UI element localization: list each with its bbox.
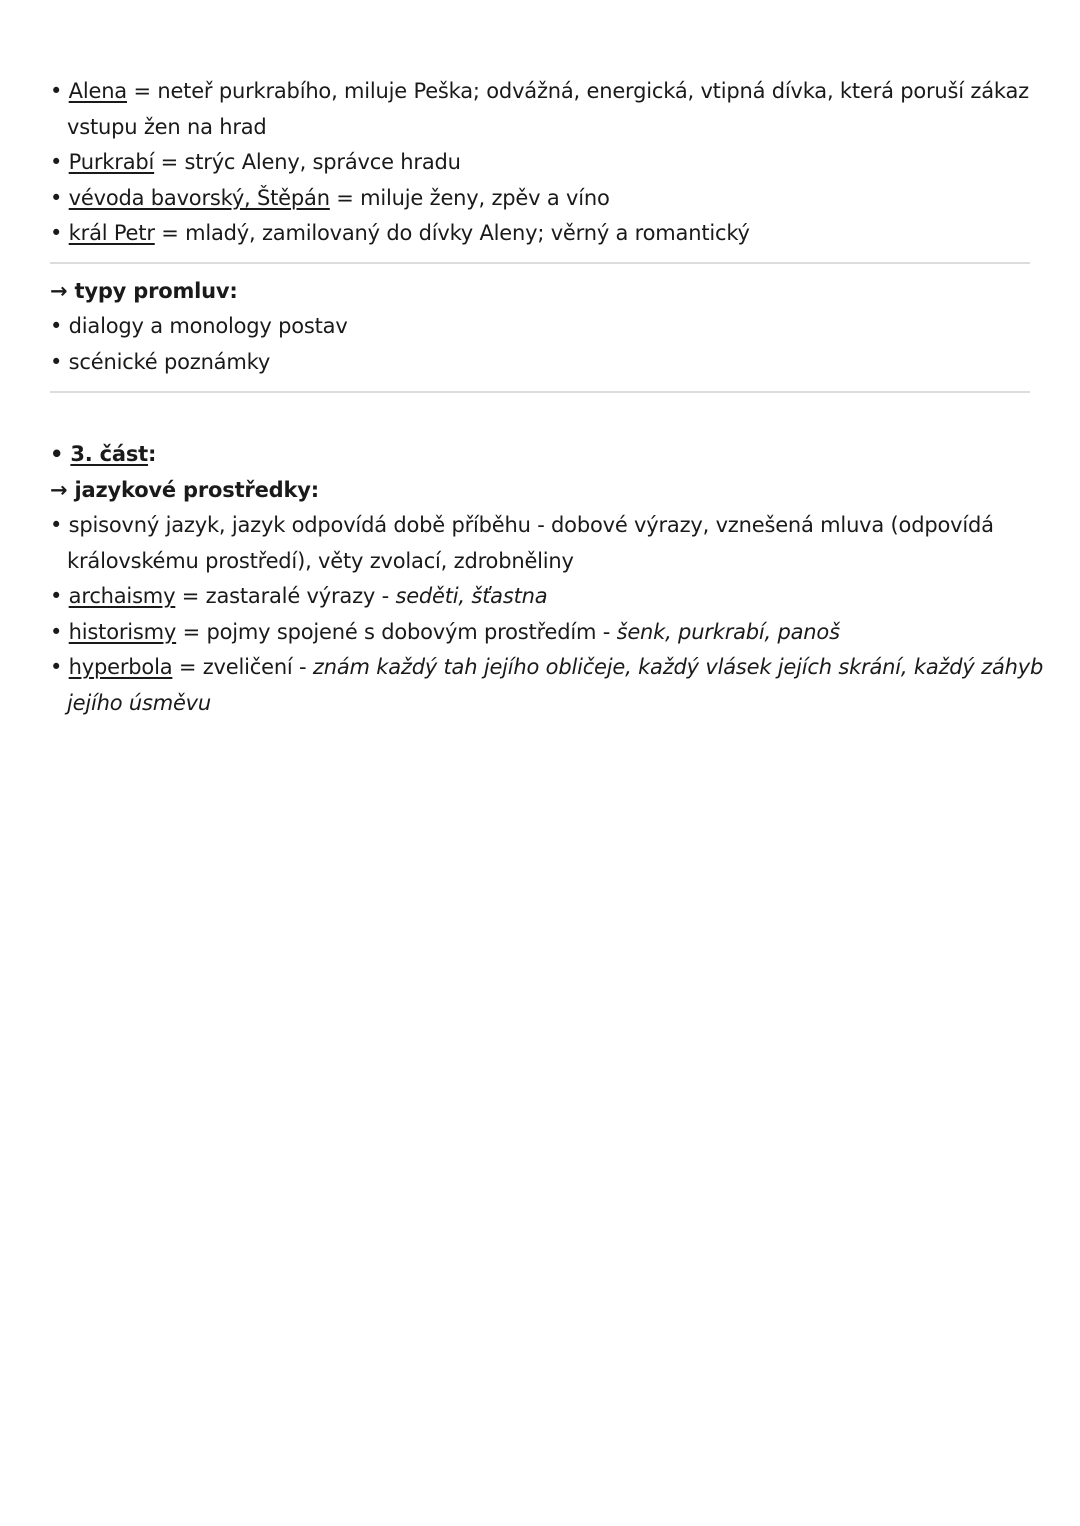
language-item-archaismy (50, 579, 1030, 615)
character-name: vévoda bavorský, Štěpán (68, 185, 330, 210)
definition: = zastaralé výrazy - (175, 584, 396, 608)
bullet: • (50, 619, 63, 644)
bullet: • (50, 584, 63, 608)
example: šenk, purkrabí, panoš (616, 619, 840, 644)
example: seděti, šťastna (395, 584, 548, 608)
language-item-hyperbola (50, 650, 1044, 686)
bullet: • (50, 79, 63, 103)
character-item-alena (50, 74, 1030, 110)
language-item-standard-continued: královskému prostředí), věty zvolací, zdrobněliny (67, 548, 574, 573)
language-devices-heading: → jazykové prostředky: (50, 477, 319, 502)
bullet: • (50, 442, 64, 466)
term: hyperbola (68, 655, 173, 679)
character-description: = strýc Aleny, správce hradu (154, 150, 461, 174)
bullet: • (50, 185, 63, 210)
term: archaismy (68, 584, 176, 608)
divider (50, 262, 1030, 264)
language-item-hyperbola-continued: jejího úsměvu (67, 690, 212, 715)
character-description: = miluje ženy, zpěv a víno (329, 185, 610, 210)
character-item-vevoda (50, 181, 1030, 217)
part-3-heading (50, 437, 1030, 473)
bullet: • (50, 655, 63, 679)
bullet: • (50, 221, 63, 245)
character-name: král Petr (68, 221, 155, 245)
definition: = pojmy spojené s dobovým prostředím - (176, 619, 617, 644)
speech-type-item: • scénické poznámky (50, 349, 271, 374)
speech-types-heading: → typy promluv: (50, 278, 238, 303)
character-item-purkrabi (50, 145, 1030, 181)
character-description: = neteř purkrabího, miluje Peška; odvážná, energická, vtipná dívka, která poruší zákaz (126, 79, 1029, 103)
bullet: • (50, 150, 63, 174)
part-title-colon: : (148, 442, 157, 466)
speech-type-item: • dialogy a monology postav (50, 314, 348, 338)
document-page (50, 74, 1044, 721)
character-name: Alena (68, 79, 127, 103)
character-item-kral-petr (50, 216, 1030, 252)
part-title: 3. část (70, 442, 149, 466)
character-description: = mladý, zamilovaný do dívky Aleny; věrný a romantický (154, 221, 750, 245)
language-item-standard: • spisovný jazyk, jazyk odpovídá době příběhu - dobové výrazy, vznešená mluva (odpovídá (50, 513, 994, 537)
language-item-historismy (50, 615, 1030, 651)
example: znám každý tah jejího obličeje, každý vlásek jejích skrání, každý záhyb (312, 655, 1044, 679)
character-item-alena-continued: vstupu žen na hrad (67, 114, 267, 139)
term: historismy (68, 619, 177, 644)
character-name: Purkrabí (68, 150, 155, 174)
definition: = zveličení - (172, 655, 313, 679)
